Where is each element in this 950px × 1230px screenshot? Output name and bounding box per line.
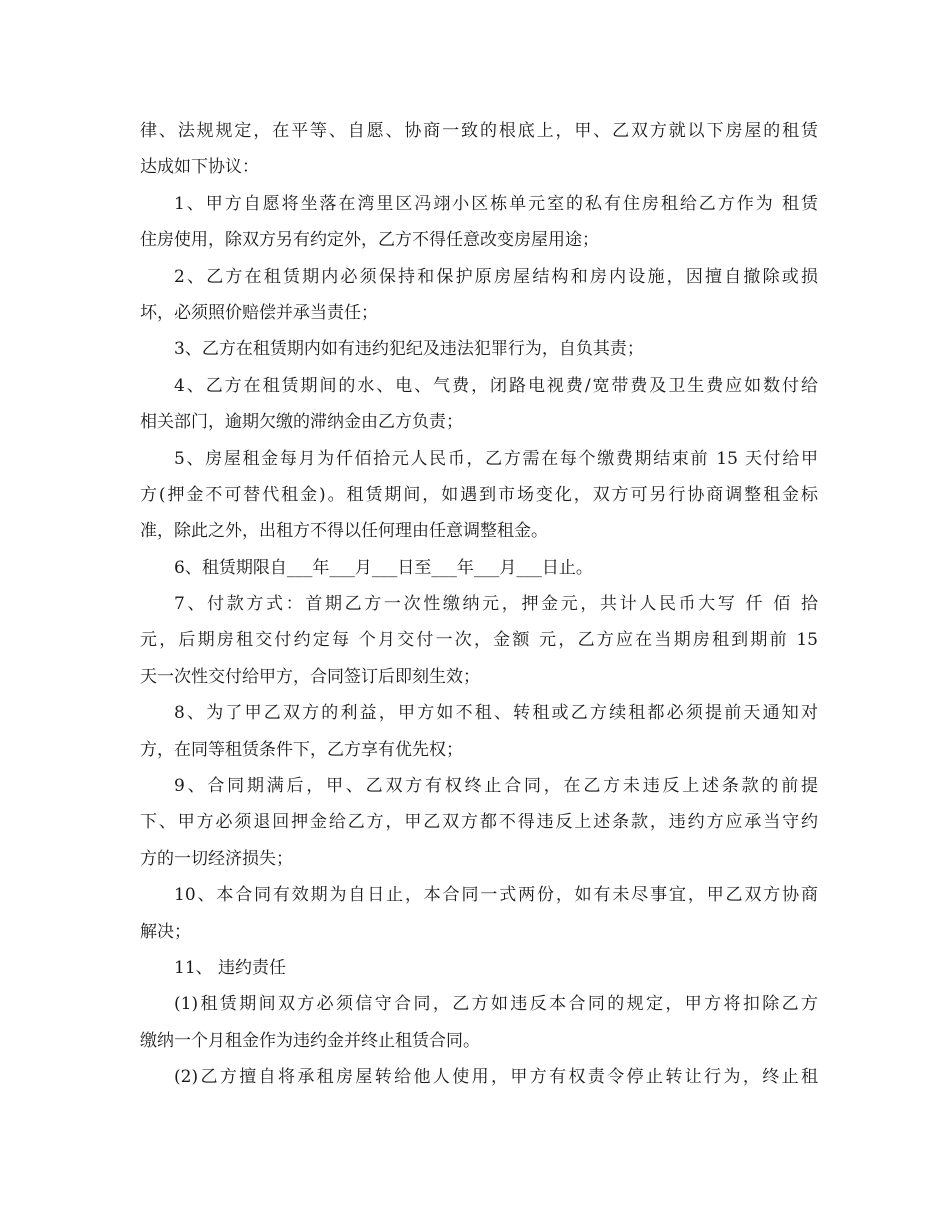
text-line: 达成如下协议： bbox=[140, 157, 259, 178]
text-line: 11、 违约责任 bbox=[174, 957, 287, 978]
text-line: 住房使用，除双方另有约定外，乙方不得任意改变房屋用途； bbox=[140, 230, 599, 251]
text-line: 天一次性交付给甲方，合同签订后即刻生效； bbox=[140, 666, 480, 687]
text-line: 2、乙方在租赁期内必须保持和保护原房屋结构和房内设施，因擅自撤除或损 bbox=[174, 266, 818, 287]
text-line: 律、法规规定，在平等、自愿、协商一致的根底上，甲、乙双方就以下房屋的租赁 bbox=[140, 121, 818, 141]
text-line: 9、合同期满后，甲、乙双方有权终止合同，在乙方未违反上述条款的前提 bbox=[174, 776, 818, 797]
text-line: 方，在同等租赁条件下，乙方享有优先权； bbox=[140, 739, 463, 760]
contract-body bbox=[140, 113, 818, 1096]
text-line: 相关部门，逾期欠缴的滞纳金由乙方负责； bbox=[140, 412, 463, 433]
text-line: 元，后期房租交付约定每 个月交付一次，金额 元，乙方应在当期房租到期前 15 bbox=[140, 630, 818, 651]
text-line: 解决； bbox=[140, 921, 191, 942]
text-line: 10、本合同有效期为自日止，本合同一式两份，如有未尽事宜，甲乙双方协商 bbox=[174, 885, 818, 906]
text-line: 准，除此之外，出租方不得以任何理由任意调整租金。 bbox=[140, 521, 548, 542]
text-line: 5、房屋租金每月为仟佰拾元人民币，乙方需在每个缴费期结束前 15 天付给甲 bbox=[174, 448, 818, 469]
text-line: 3、乙方在租赁期内如有违约犯纪及违法犯罪行为，自负其责； bbox=[174, 339, 644, 360]
text-line: 1、甲方自愿将坐落在湾里区冯翊小区栋单元室的私有住房租给乙方作为 租赁 bbox=[174, 193, 818, 214]
text-line: 缴纳一个月租金作为违约金并终止租赁合同。 bbox=[140, 1030, 480, 1051]
text-line: 8、为了甲乙双方的利益，甲方如不租、转租或乙方续租都必须提前天通知对 bbox=[174, 703, 818, 724]
text-line: 4、乙方在租赁期间的水、电、气费，闭路电视费/宽带费及卫生费应如数付给 bbox=[174, 375, 818, 396]
text-line: 方的一切经济损失； bbox=[140, 848, 293, 869]
text-line: 6、租赁期限自___年___月___日至___年___月___日止。 bbox=[174, 557, 593, 578]
text-line: 下、甲方必须退回押金给乙方，甲乙双方都不得违反上述条款，违约方应承当守约 bbox=[140, 812, 818, 833]
text-line: 坏，必须照价赔偿并承当责任； bbox=[140, 302, 378, 323]
text-line: (2)乙方擅自将承租房屋转给他人使用，甲方有权责令停止转让行为，终止租 bbox=[174, 1067, 818, 1088]
text-line: 方(押金不可替代租金)。租赁期间，如遇到市场变化，双方可另行协商调整租金标 bbox=[140, 484, 818, 505]
text-line: 7、付款方式：首期乙方一次性缴纳元，押金元，共计人民币大写 仟 佰 拾 bbox=[174, 594, 818, 615]
text-line: (1)租赁期间双方必须信守合同，乙方如违反本合同的规定，甲方将扣除乙方 bbox=[174, 994, 818, 1015]
